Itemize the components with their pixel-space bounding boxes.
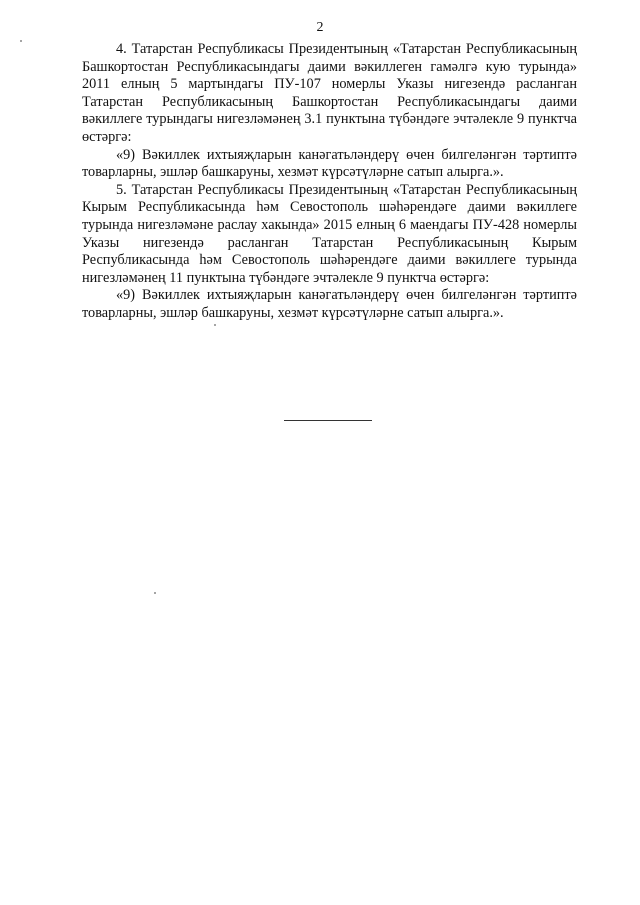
closing-separator-line: [284, 420, 372, 421]
paragraph-item-5: 5. Татарстан Республикасы Президентының «Татарстан Республикасының Кырым Республикасында һәм Севостополь шәһәрендәге даими вәкиллеге турында нигезләмәне раслау хакында» 2015 елның 6 маендагы ПУ-428 номерлы Указы нигезендә расланган Татарстан Республикасының Кырым Республикасында һәм Севостополь шәһәрендәге даими вәкиллеге турында нигезләмәнең 11 пунктына түбәндәге эчтәлекле 9 пунктча өстәргә:: [82, 181, 577, 286]
scan-speck: [20, 40, 22, 42]
inserted-subitem-9-quote: «9) Вәкиллек ихтыяҗларын канәгатьләндерү өчен билгеләнгән тәртиптә товарларны, эшләр башкаруны, хезмәт күрсәтүләрне сатып алырга.».: [82, 146, 577, 181]
scan-speck: [214, 324, 216, 326]
page-number: 2: [316, 20, 324, 35]
scan-speck: [154, 592, 156, 594]
paragraph-item-4: 4. Татарстан Республикасы Президентының «Татарстан Республикасының Башкортостан Республикасындагы даими вәкиллеген гамәлгә кую турында» 2011 елның 5 мартындагы ПУ-107 номерлы Указы нигезендә расланган Татарстан Республикасының Башкортостан Республикасындагы даими вәкиллеге турындагы нигезләмәнең 3.1 пунктына түбәндәге эчтәлекле 9 пунктча өстәргә:: [82, 41, 577, 145]
inserted-subitem-9-quote: «9) Вәкиллек ихтыяҗларын канәгатьләндерү өчен билгеләнгән тәртиптә товарларны, эшләр башкаруны, хезмәт күрсәтүләрне сатып алырга.».: [82, 287, 577, 321]
document-body: [82, 41, 577, 323]
